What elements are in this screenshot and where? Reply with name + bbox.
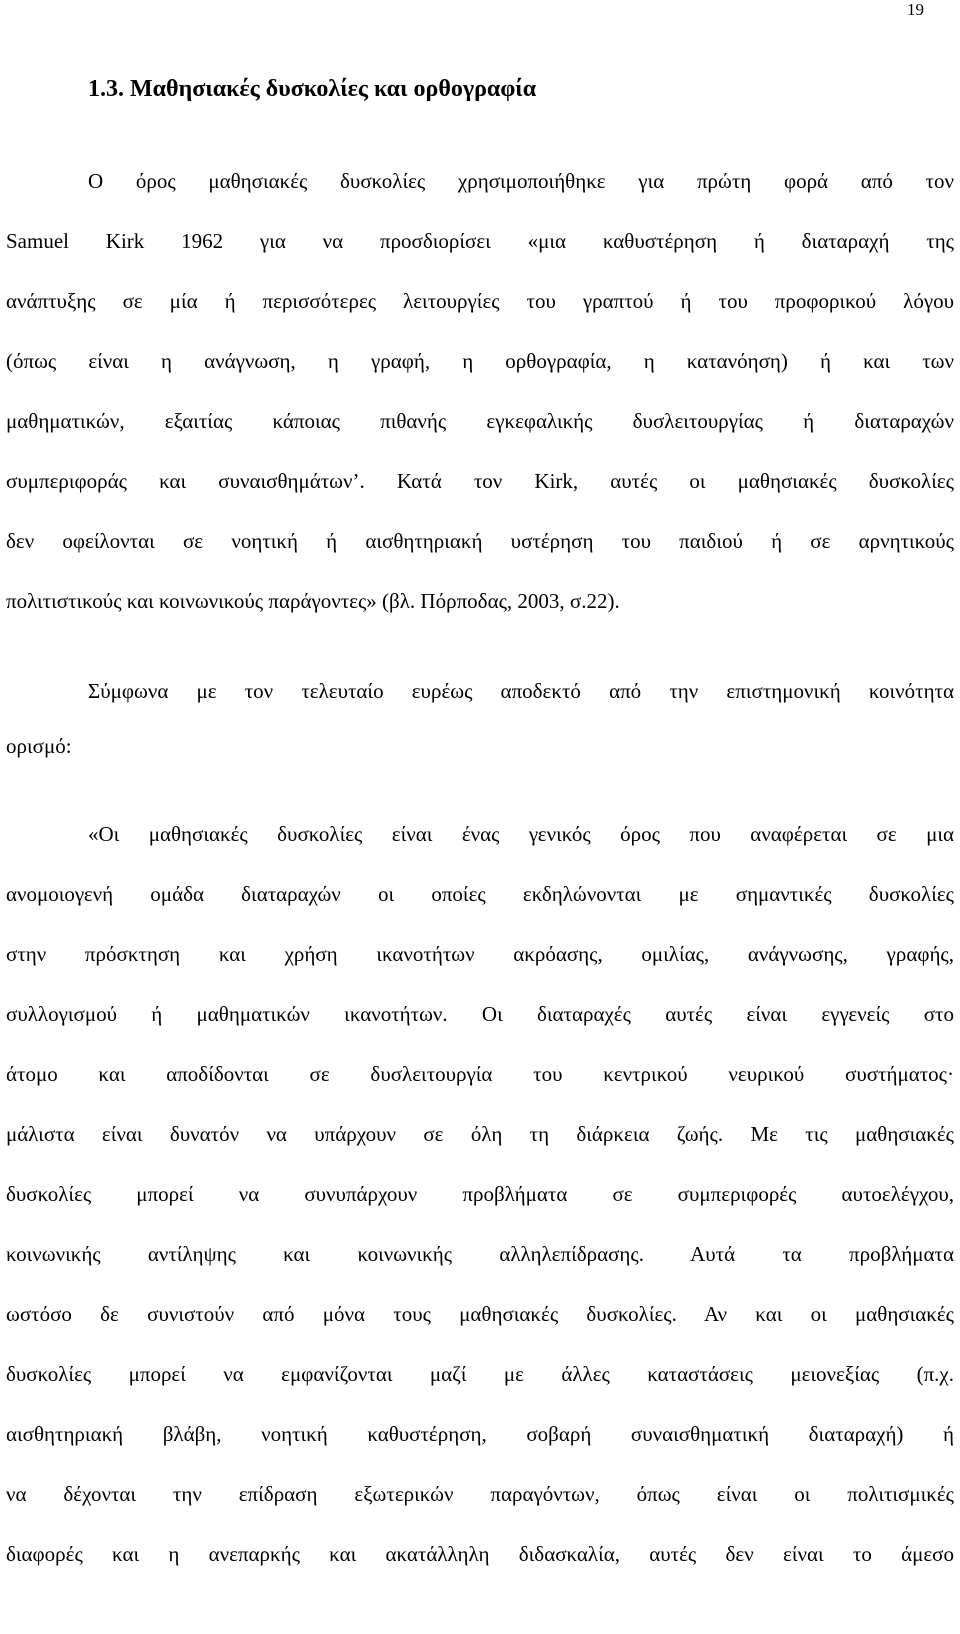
text-line: (όπως είναι η ανάγνωση, η γραφή, η ορθογραφία, η κατανόηση) ή και των [6, 349, 954, 373]
text-line: μάλιστα είναι δυνατόν να υπάρχουν σε όλη τη διάρκεια ζωής. Με τις μαθησιακές [6, 1122, 954, 1146]
paragraph-intro-definition [6, 661, 954, 721]
paragraph-quoted-definition [6, 804, 954, 1584]
text-line: Σύμφωνα με τον τελευταίο ευρέως αποδεκτό από την επιστημονική κοινότητα [88, 679, 954, 703]
text-line: Ο όρος μαθησιακές δυσκολίες χρησιμοποιήθηκε για πρώτη φορά από τον [88, 169, 954, 193]
text-line: συμπεριφοράς και συναισθημάτων’. Κατά τον Kirk, αυτές οι μαθησιακές δυσκολίες [6, 469, 954, 493]
text-line: αισθητηριακή βλάβη, νοητική καθυστέρηση, σοβαρή συναισθηματική διαταραχή) ή [6, 1422, 954, 1446]
page-number: 19 [907, 0, 924, 19]
text-line: κοινωνικής αντίληψης και κοινωνικής αλληλεπίδρασης. Αυτά τα προβλήματα [6, 1242, 954, 1266]
text-line: δεν οφείλονται σε νοητική ή αισθητηριακή υστέρηση του παιδιού ή σε αρνητικούς [6, 529, 954, 553]
text-line: ανάπτυξης σε μία ή περισσότερες λειτουργίες του γραπτού ή του προφορικού λόγου [6, 289, 954, 313]
text-line: ανομοιογενή ομάδα διαταραχών οι οποίες εκδηλώνονται με σημαντικές δυσκολίες [6, 882, 954, 906]
text-line: δυσκολίες μπορεί να συνυπάρχουν προβλήματα σε συμπεριφορές αυτοελέγχου, [6, 1182, 954, 1206]
paragraph-definition-kirk [6, 151, 954, 631]
section-heading: 1.3. Μαθησιακές δυσκολίες και ορθογραφία [88, 76, 537, 102]
text-line: στην πρόσκτηση και χρήση ικανοτήτων ακρόασης, ομιλίας, ανάγνωσης, γραφής, [6, 942, 954, 966]
text-line: Samuel Kirk 1962 για να προσδιορίσει «μια καθυστέρηση ή διαταραχή της [6, 229, 954, 253]
text-line: πολιτιστικούς και κοινωνικούς παράγοντες» (βλ. Πόρποδας, 2003, σ.22). [6, 589, 620, 613]
text-line: «Οι μαθησιακές δυσκολίες είναι ένας γενικός όρος που αναφέρεται σε μια [88, 822, 954, 846]
text-line: άτομο και αποδίδονται σε δυσλειτουργία του κεντρικού νευρικού συστήματος· [6, 1062, 954, 1086]
text-line: ορισμό: [6, 734, 72, 758]
text-line: να δέχονται την επίδραση εξωτερικών παραγόντων, όπως είναι οι πολιτισμικές [6, 1482, 954, 1506]
text-line: δυσκολίες μπορεί να εμφανίζονται μαζί με άλλες καταστάσεις μειονεξίας (π.χ. [6, 1362, 954, 1386]
text-line: συλλογισμού ή μαθηματικών ικανοτήτων. Οι διαταραχές αυτές είναι εγγενείς στο [6, 1002, 954, 1026]
text-line: διαφορές και η ανεπαρκής και ακατάλληλη διδασκαλία, αυτές δεν είναι το άμεσο [6, 1542, 954, 1566]
text-line: μαθηματικών, εξαιτίας κάποιας πιθανής εγκεφαλικής δυσλειτουργίας ή διαταραχών [6, 409, 954, 433]
paragraph-definition-label [6, 716, 954, 776]
text-line: ωστόσο δε συνιστούν από μόνα τους μαθησιακές δυσκολίες. Αν και οι μαθησιακές [6, 1302, 954, 1326]
